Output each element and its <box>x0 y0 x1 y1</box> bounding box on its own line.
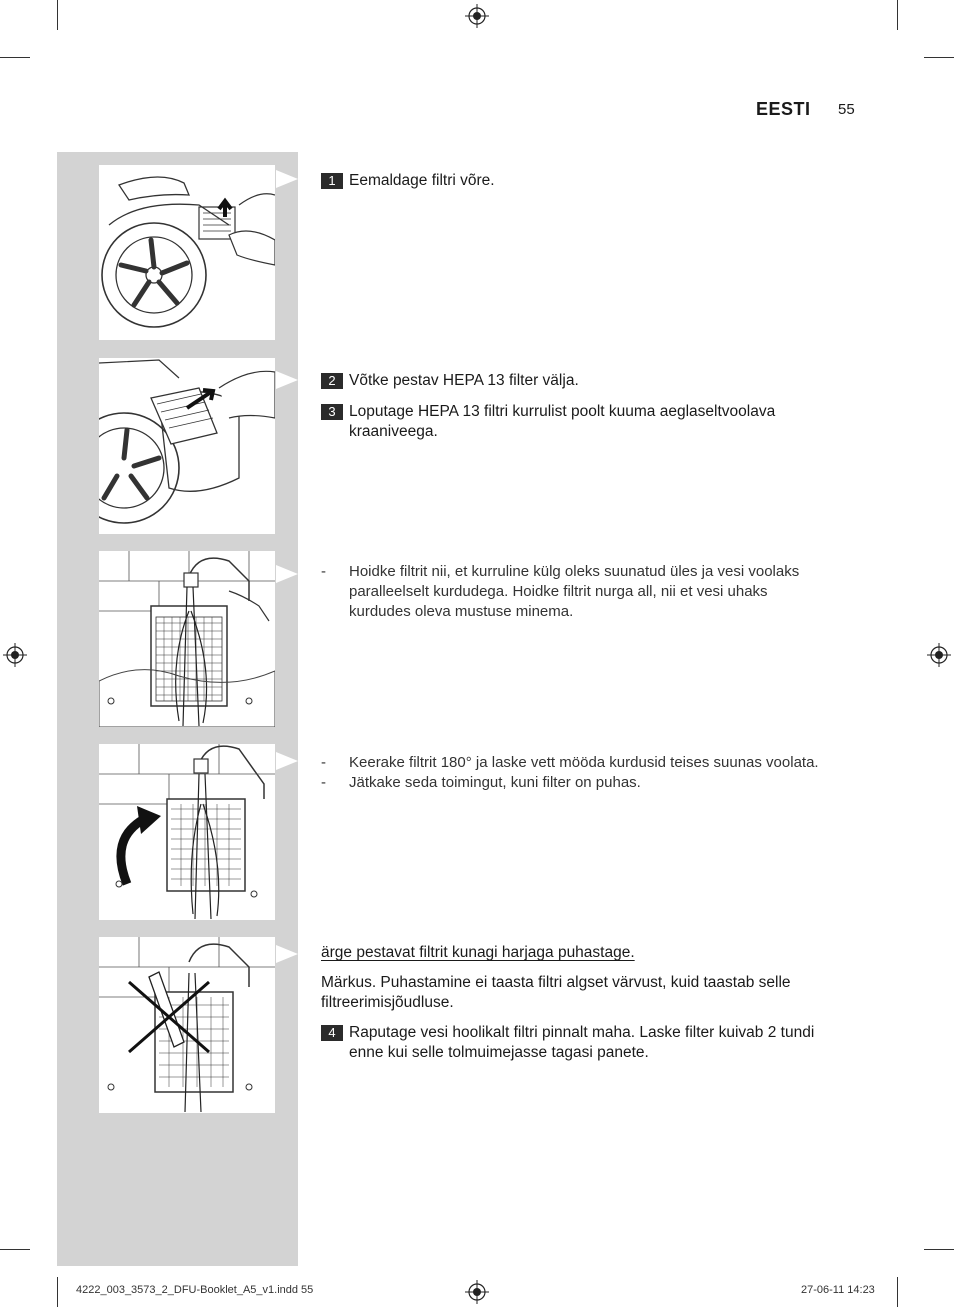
bullet-hold-filter <box>321 562 831 622</box>
registration-mark-icon <box>3 643 27 667</box>
step-number: 2 <box>321 373 343 389</box>
step-number: 1 <box>321 173 343 189</box>
illustration-no-brush <box>99 937 275 1113</box>
bullet-dash: - <box>321 754 326 771</box>
crop-mark <box>0 1249 30 1250</box>
step-4 <box>321 1023 851 1063</box>
illustration-rotate-filter <box>99 744 275 920</box>
page-number: 55 <box>838 101 855 118</box>
crop-mark <box>0 57 30 58</box>
illustration-pointer <box>276 752 298 770</box>
step-number: 3 <box>321 404 343 420</box>
crop-mark <box>897 0 898 30</box>
bullet-text: Hoidke filtrit nii, et kurruline külg oleks suunatud üles ja vesi voolaks paralleelselt kurdudega. Hoidke filtrit nurga all, nii et vesi uhaks kurdudes oleva mustuse minema. <box>349 563 800 620</box>
step-text: Raputage vesi hoolikalt filtri pinnalt maha. Laske filter kuivab 2 tundi enne kui selle tolmuimejasse tagasi panete. <box>349 1024 815 1061</box>
illustration-pointer <box>276 565 298 583</box>
registration-mark-icon <box>465 1280 489 1304</box>
bullet-dash: - <box>321 774 326 791</box>
bullet-dash: - <box>321 563 326 580</box>
step-number: 4 <box>321 1025 343 1041</box>
bullet-repeat <box>321 773 861 793</box>
step-2 <box>321 371 861 391</box>
bullet-text: Jätkake seda toimingut, kuni filter on puhas. <box>349 774 641 791</box>
step-text: Võtke pestav HEPA 13 filter välja. <box>349 372 579 389</box>
language-heading: EESTI <box>756 99 811 119</box>
illustration-pointer <box>276 170 298 188</box>
bullet-text: Keerake filtrit 180° ja laske vett mööda kurdusid teises suunas voolata. <box>349 754 819 771</box>
footer-date: 27-06-11 14:23 <box>801 1284 875 1296</box>
warning-text: ärge pestavat filtrit kunagi harjaga puhastage. <box>321 944 635 961</box>
bullet-rotate-filter <box>321 753 861 773</box>
step-text: Eemaldage filtri võre. <box>349 172 495 189</box>
step-1 <box>321 171 861 191</box>
registration-mark-icon <box>465 4 489 28</box>
crop-mark <box>897 1277 898 1307</box>
step-3 <box>321 402 821 442</box>
illustration-remove-grille <box>99 165 275 340</box>
crop-mark <box>57 0 58 30</box>
illustration-pointer <box>276 945 298 963</box>
crop-mark <box>924 1249 954 1250</box>
illustration-take-out-filter <box>99 358 275 534</box>
illustration-rinse-filter <box>99 551 275 727</box>
note-text: Märkus. Puhastamine ei taasta filtri algset värvust, kuid taastab selle filtreerimisjõudluse. <box>321 974 791 1011</box>
step-text: Loputage HEPA 13 filtri kurrulist poolt kuuma aeglaseltvoolava kraaniveega. <box>349 403 776 440</box>
crop-mark <box>57 1277 58 1307</box>
illustration-pointer <box>276 371 298 389</box>
crop-mark <box>924 57 954 58</box>
registration-mark-icon <box>927 643 951 667</box>
footer-filename: 4222_003_3573_2_DFU-Booklet_A5_v1.indd 55 <box>76 1284 314 1296</box>
